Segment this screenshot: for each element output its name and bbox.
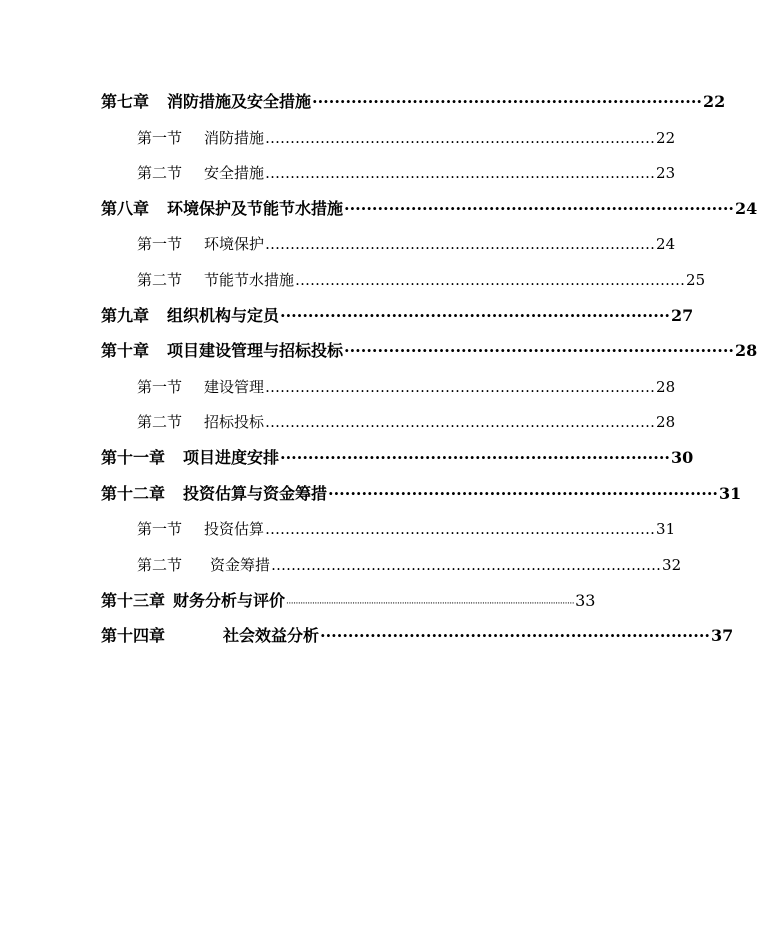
toc-leader-dots: …………………………………………………………………… xyxy=(271,556,662,574)
toc-entry-chapter-11[interactable] xyxy=(101,447,694,469)
toc-page-number: 22 xyxy=(656,129,676,147)
toc-leader-dots: ······································································ xyxy=(328,484,718,503)
toc-entry-section[interactable] xyxy=(137,233,676,255)
toc-entry-chapter-12[interactable] xyxy=(101,483,742,505)
toc-leader-dots: ······································································ xyxy=(344,341,734,360)
toc-leader-dots: ······································································ xyxy=(344,199,734,218)
toc-entry-section[interactable] xyxy=(137,162,676,184)
toc-page-number: 27 xyxy=(670,306,694,325)
toc-entry-section[interactable] xyxy=(137,518,676,540)
toc-entry-label: 第十四章 社会效益分析 xyxy=(101,626,320,645)
toc-entry-chapter-14[interactable] xyxy=(101,625,734,647)
toc-entry-label: 第二节 招标投标 xyxy=(137,413,265,431)
toc-entry-chapter-10[interactable] xyxy=(101,340,757,362)
toc-entry-section[interactable] xyxy=(137,376,676,398)
toc-leader-dots: ······································································ xyxy=(280,448,670,467)
toc-page-number: 31 xyxy=(718,484,742,503)
toc-entry-label: 第二节 安全措施 xyxy=(137,164,265,182)
toc-page-number: 28 xyxy=(656,413,676,431)
toc-leader-dots: ······································································ xyxy=(320,626,710,645)
toc-entry-chapter-8[interactable] xyxy=(101,198,757,220)
toc-leader-dots: ······································································ xyxy=(312,92,702,111)
toc-page-number: 33 xyxy=(575,591,596,610)
toc-entry-section[interactable] xyxy=(137,269,706,291)
toc-entry-label: 第一节 环境保护 xyxy=(137,235,265,253)
toc-page-number: 25 xyxy=(686,271,706,289)
toc-entry-label: 第二节 节能节水措施 xyxy=(137,271,295,289)
toc-leader-dots: …………………………………………………………………… xyxy=(265,413,656,431)
toc-leader-dots: …………………………………………………………………… xyxy=(265,235,656,253)
toc-page-number: 22 xyxy=(702,92,726,111)
toc-entry-label: 第一节 消防措施 xyxy=(137,129,265,147)
toc-page-number: 31 xyxy=(656,520,676,538)
toc-entry-section[interactable] xyxy=(137,411,676,433)
toc-page-number: 24 xyxy=(734,199,757,218)
toc-entry-label: 第七章 消防措施及安全措施 xyxy=(101,92,312,111)
toc-leader-dots: …………………………………………………………………… xyxy=(265,129,656,147)
toc-leader-dots: …………………………………………………………………… xyxy=(265,520,656,538)
toc-entry-label: 第八章 环境保护及节能节水措施 xyxy=(101,199,344,218)
toc-entry-section[interactable] xyxy=(137,554,682,576)
toc-page-number: 37 xyxy=(710,626,734,645)
toc-page-number: 30 xyxy=(670,448,694,467)
toc-entry-chapter-13[interactable] xyxy=(101,590,596,612)
toc-leader-dots: …………………………………………………………………… xyxy=(295,271,686,289)
toc-entry-label: 第一节 投资估算 xyxy=(137,520,265,538)
toc-entry-label: 第二节 资金筹措 xyxy=(137,556,271,574)
toc-page-number: 24 xyxy=(656,235,676,253)
toc-entry-label: 第十一章 项目进度安排 xyxy=(101,448,280,467)
toc-entry-section[interactable] xyxy=(137,127,676,149)
toc-page-number: 23 xyxy=(656,164,676,182)
toc-entry-label: 第九章 组织机构与定员 xyxy=(101,306,280,325)
toc-entry-chapter-7[interactable] xyxy=(101,91,726,113)
toc-leader-dots: ·························································································································· xyxy=(286,599,575,609)
toc-leader-dots: ······································································ xyxy=(280,306,670,325)
toc-page-number: 28 xyxy=(734,341,757,360)
toc-entry-label: 第一节 建设管理 xyxy=(137,378,265,396)
toc-page-number: 28 xyxy=(656,378,676,396)
toc-leader-dots: …………………………………………………………………… xyxy=(265,164,656,182)
toc-leader-dots: …………………………………………………………………… xyxy=(265,378,656,396)
toc-page-number: 32 xyxy=(662,556,682,574)
toc-entry-label: 第十二章 投资估算与资金筹措 xyxy=(101,484,328,503)
toc-entry-chapter-9[interactable] xyxy=(101,305,694,327)
toc-entry-label: 第十章 项目建设管理与招标投标 xyxy=(101,341,344,360)
toc-entry-label: 第十三章 财务分析与评价 xyxy=(101,591,286,610)
